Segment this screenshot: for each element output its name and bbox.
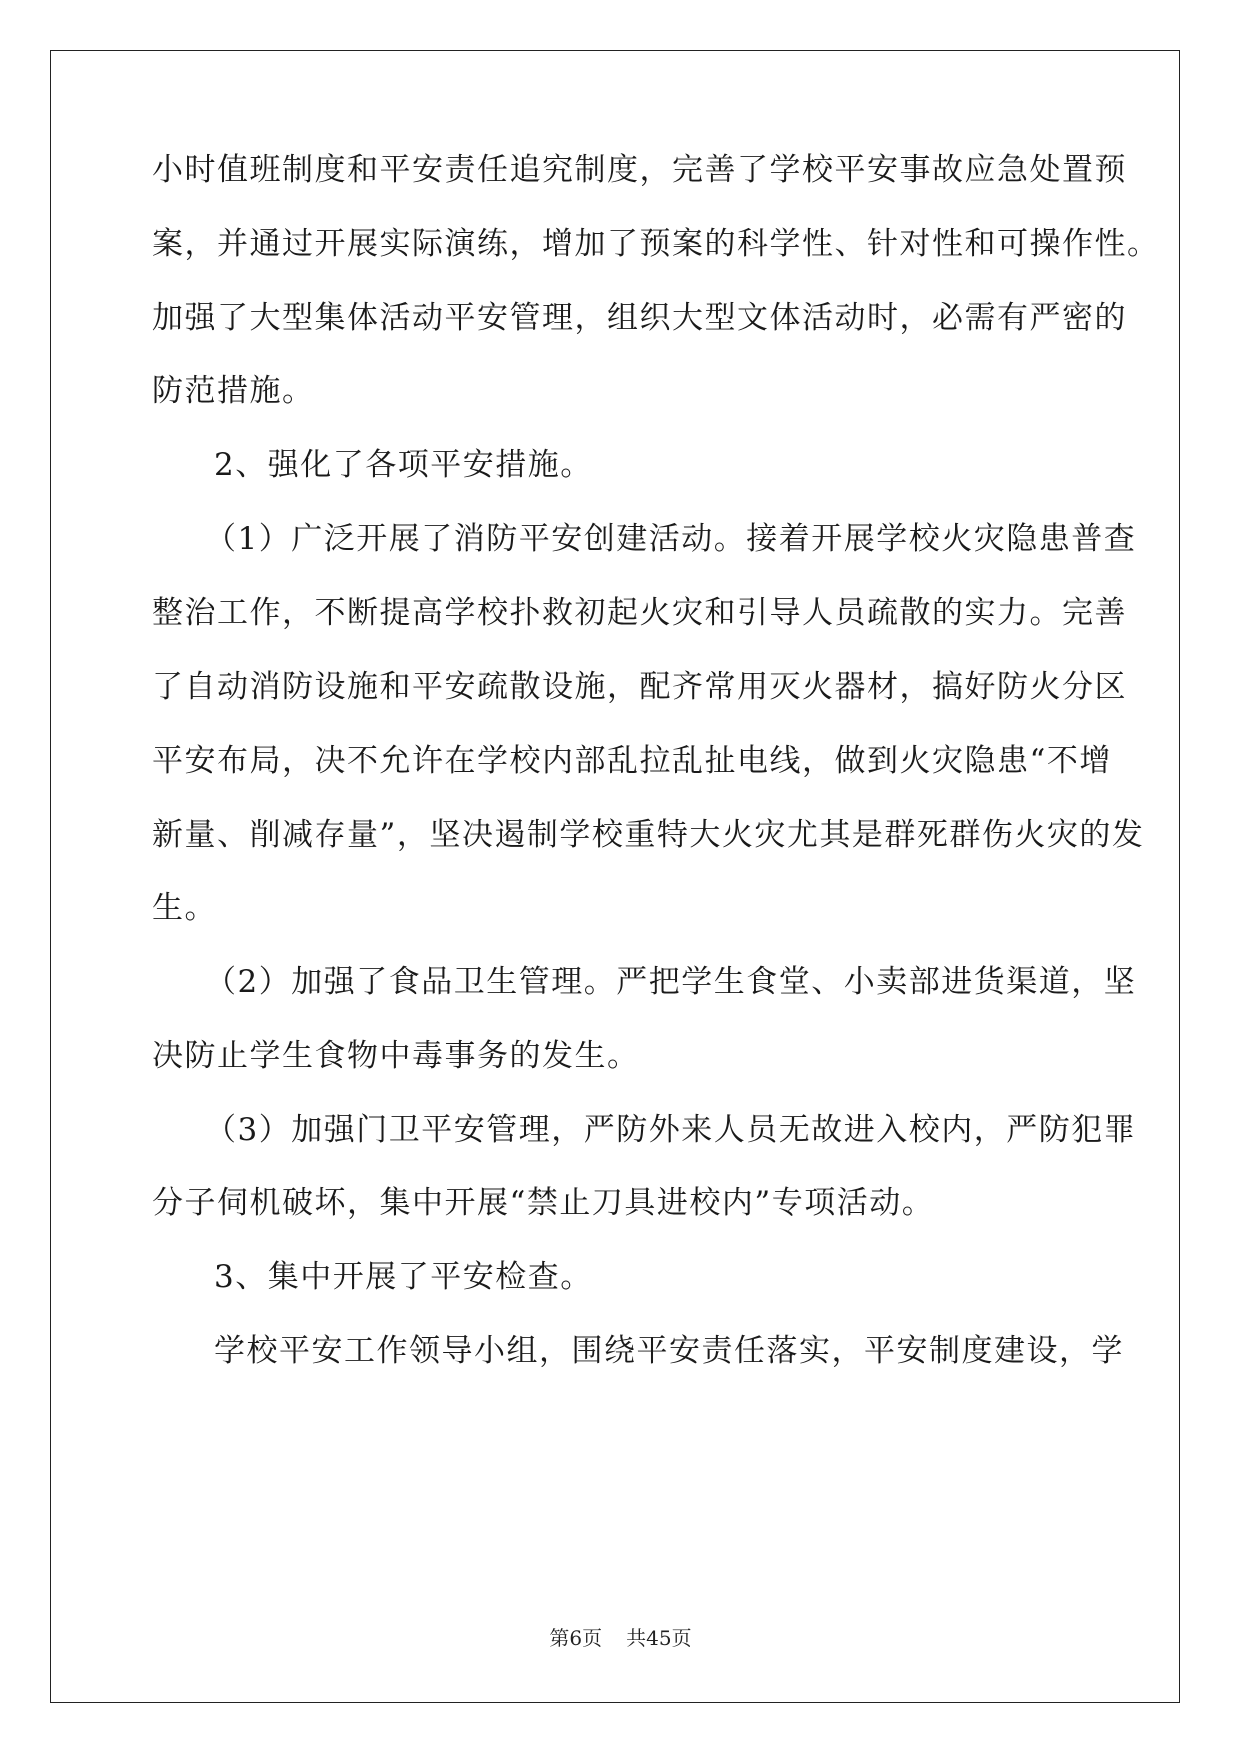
body-text-line: 分子伺机破坏，集中开展“禁止刀具进校内”专项活动。 [152,1185,935,1221]
body-text-line: 案，并通过开展实际演练，增加了预案的科学性、针对性和可操作性。 [152,226,1160,262]
body-text-line: 了自动消防设施和平安疏散设施，配齐常用灭火器材，搞好防火分区 [152,669,1127,705]
body-text-line: 整治工作，不断提高学校扑救初起火灾和引导人员疏散的实力。完善 [152,595,1127,631]
page-number: 第6页 [549,1626,603,1650]
page-footer [0,1626,1241,1650]
section-heading: 2、强化了各项平安措施。 [214,447,593,483]
body-text-line: （1）广泛开展了消防平安创建活动。接着开展学校火灾隐患普查 [205,521,1137,557]
section-heading: 3、集中开展了平安检查。 [214,1259,593,1295]
page-total: 共45页 [626,1626,692,1650]
body-text-line: 新量、削减存量”，坚决遏制学校重特大火灾尤其是群死群伤火灾的发 [152,817,1145,853]
body-text-line: （3）加强门卫平安管理，严防外来人员无故进入校内，严防犯罪 [205,1112,1137,1148]
body-text-line: 决防止学生食物中毒事务的发生。 [152,1038,640,1074]
body-text-line: 加强了大型集体活动平安管理，组织大型文体活动时，必需有严密的 [152,300,1127,336]
body-text-line: 学校平安工作领导小组，围绕平安责任落实，平安制度建设，学 [214,1333,1124,1369]
body-text-line: 小时值班制度和平安责任追究制度，完善了学校平安事故应急处置预 [152,152,1127,188]
body-text-line: （2）加强了食品卫生管理。严把学生食堂、小卖部进货渠道，坚 [205,964,1137,1000]
body-text-line: 防范措施。 [152,373,315,409]
body-text-line: 平安布局，决不允许在学校内部乱拉乱扯电线，做到火灾隐患“不增 [152,743,1112,779]
body-text-line: 生。 [152,890,217,926]
